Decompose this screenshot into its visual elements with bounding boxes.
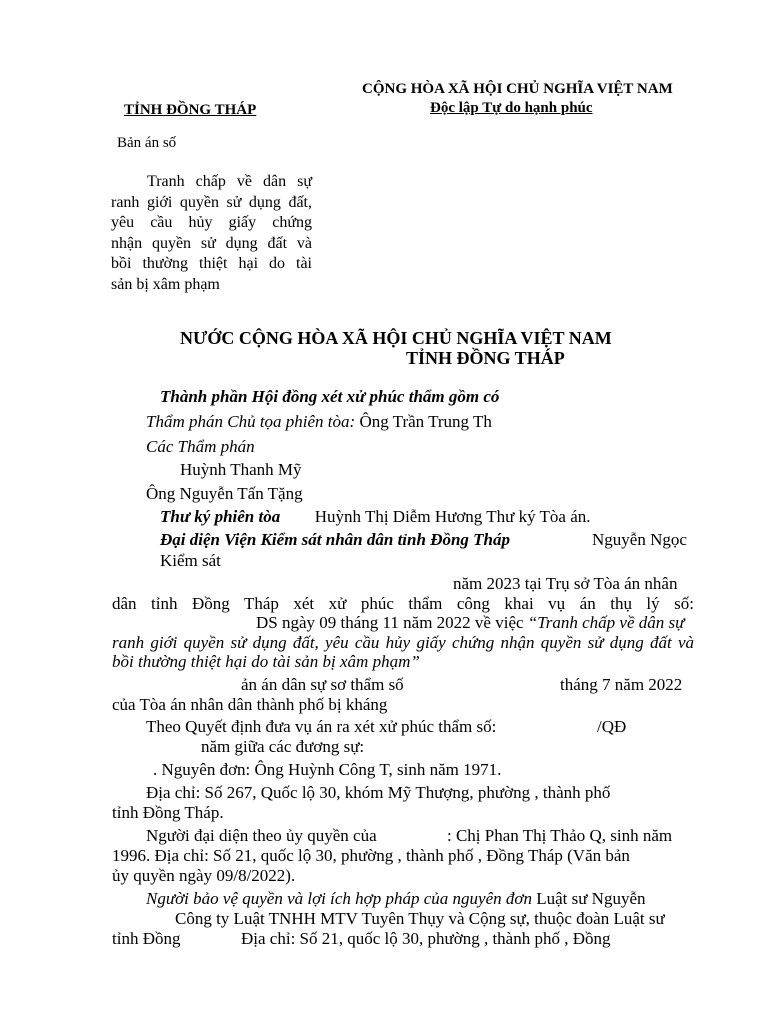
paragraph-text: Địa chỉ: Số 21, quốc lộ 30, phường , thành phố , Đồng bbox=[241, 929, 611, 948]
paragraph-text: Địa chỉ: Số 267, Quốc lộ 30, khóm Mỹ Thượng, phường , thành phố bbox=[146, 783, 611, 802]
paragraph-quote: ranh giới quyền sử dụng đất, yêu cầu hủy giấy chứng nhận quyền sử dụng đất và bbox=[112, 633, 694, 652]
document-title: NƯỚC CỘNG HÒA XÃ HỘI CHỦ NGHĨA VIỆT NAM bbox=[180, 328, 612, 348]
case-number-label: Bản án số bbox=[117, 135, 177, 151]
paragraph-text: ủy quyền ngày 09/8/2022). bbox=[112, 866, 296, 885]
paragraph-text bbox=[146, 889, 646, 909]
case-subject-line: sản bị xâm phạm bbox=[111, 275, 220, 293]
paragraph-text: ản án dân sự sơ thẩm số bbox=[241, 675, 404, 694]
clerk-label: Thư ký phiên tòa bbox=[160, 507, 281, 526]
judge-name: Huỳnh Thanh Mỹ bbox=[180, 460, 302, 479]
paragraph-text: /QĐ bbox=[597, 717, 627, 736]
case-subject-line: Tranh chấp về dân sự bbox=[147, 173, 312, 190]
paragraph-italic: Người bảo vệ quyền và lợi ích hợp pháp của nguyên đơn bbox=[146, 889, 532, 908]
paragraph-text: tỉnh Đồng bbox=[112, 929, 181, 948]
national-motto: Độc lập Tự do hạnh phúc bbox=[430, 100, 593, 116]
presiding-judge-name: Ông Trần Trung Th bbox=[355, 412, 492, 431]
presiding-judge-line bbox=[146, 412, 492, 432]
paragraph-text: : Chị Phan Thị Thảo Q, sinh năm bbox=[447, 826, 673, 845]
case-subject-line: ranh giới quyền sử dụng đất, bbox=[111, 193, 312, 211]
paragraph-text: của Tòa án nhân dân thành phố bị kháng bbox=[112, 695, 388, 714]
paragraph-text: năm giữa các đương sự: bbox=[201, 737, 365, 756]
case-subject-line: bồi thường thiệt hại do tài bbox=[111, 255, 312, 272]
paragraph-text-part: DS ngày 09 tháng 11 năm 2022 về việc bbox=[256, 613, 528, 632]
paragraph-quote: “Tranh chấp về dân sự bbox=[527, 613, 685, 632]
court-name: TỈNH ĐỒNG THÁP bbox=[124, 102, 257, 118]
prosecutor-label: Đại diện Viện Kiểm sát nhân dân tỉnh Đồng Tháp bbox=[160, 530, 511, 549]
prosecutor-value: Nguyễn Ngọc bbox=[592, 530, 687, 549]
paragraph-quote: bồi thường thiệt hại do tài sản bị xâm phạm” bbox=[112, 652, 420, 671]
paragraph-text: 1996. Địa chỉ: Số 21, quốc lộ 30, phường , thành phố , Đồng Tháp (Văn bản bbox=[112, 846, 630, 865]
plaintiff-line: . Nguyên đơn: Ông Huỳnh Công T, sinh năm 1971. bbox=[153, 760, 502, 779]
presiding-judge-label: Thẩm phán Chủ tọa phiên tòa: bbox=[146, 412, 356, 431]
prosecutor-role: Kiểm sát bbox=[160, 551, 221, 570]
panel-heading: Thành phần Hội đồng xét xử phúc thẩm gồm có bbox=[160, 387, 500, 406]
paragraph-text: tháng 7 năm 2022 bbox=[560, 675, 683, 694]
paragraph-text: năm 2023 tại Trụ sở Tòa án nhân bbox=[453, 574, 678, 593]
clerk-value: Huỳnh Thị Diễm Hương Thư ký Tòa án. bbox=[314, 507, 591, 526]
paragraph-text-part: Luật sư Nguyễn bbox=[531, 889, 646, 908]
paragraph-text: tỉnh Đồng Tháp. bbox=[112, 803, 224, 822]
case-subject-line: yêu cầu hủy giấy chứng bbox=[111, 214, 312, 231]
document-subtitle: TỈNH ĐỒNG THÁP bbox=[406, 348, 565, 368]
judge-name: Ông Nguyễn Tấn Tặng bbox=[146, 484, 303, 503]
case-subject-line: nhận quyền sử dụng đất và bbox=[111, 234, 312, 252]
paragraph-text: Theo Quyết định đưa vụ án ra xét xử phúc thẩm số: bbox=[146, 717, 497, 736]
clerk-line bbox=[160, 507, 591, 527]
paragraph-text: Công ty Luật TNHH MTV Tuyên Thụy và Cộng sự, thuộc đoàn Luật sư bbox=[175, 909, 665, 928]
national-title: CỘNG HÒA XÃ HỘI CHỦ NGHĨA VIỆT NAM bbox=[362, 81, 673, 97]
paragraph-text: Người đại diện theo ủy quyền của bbox=[146, 826, 377, 845]
paragraph-text bbox=[256, 613, 684, 633]
paragraph-text: dân tỉnh Đồng Tháp xét xử phúc thẩm công khai vụ án thụ lý số: bbox=[112, 594, 694, 613]
case-subject bbox=[111, 172, 312, 295]
judges-label: Các Thẩm phán bbox=[146, 437, 255, 456]
